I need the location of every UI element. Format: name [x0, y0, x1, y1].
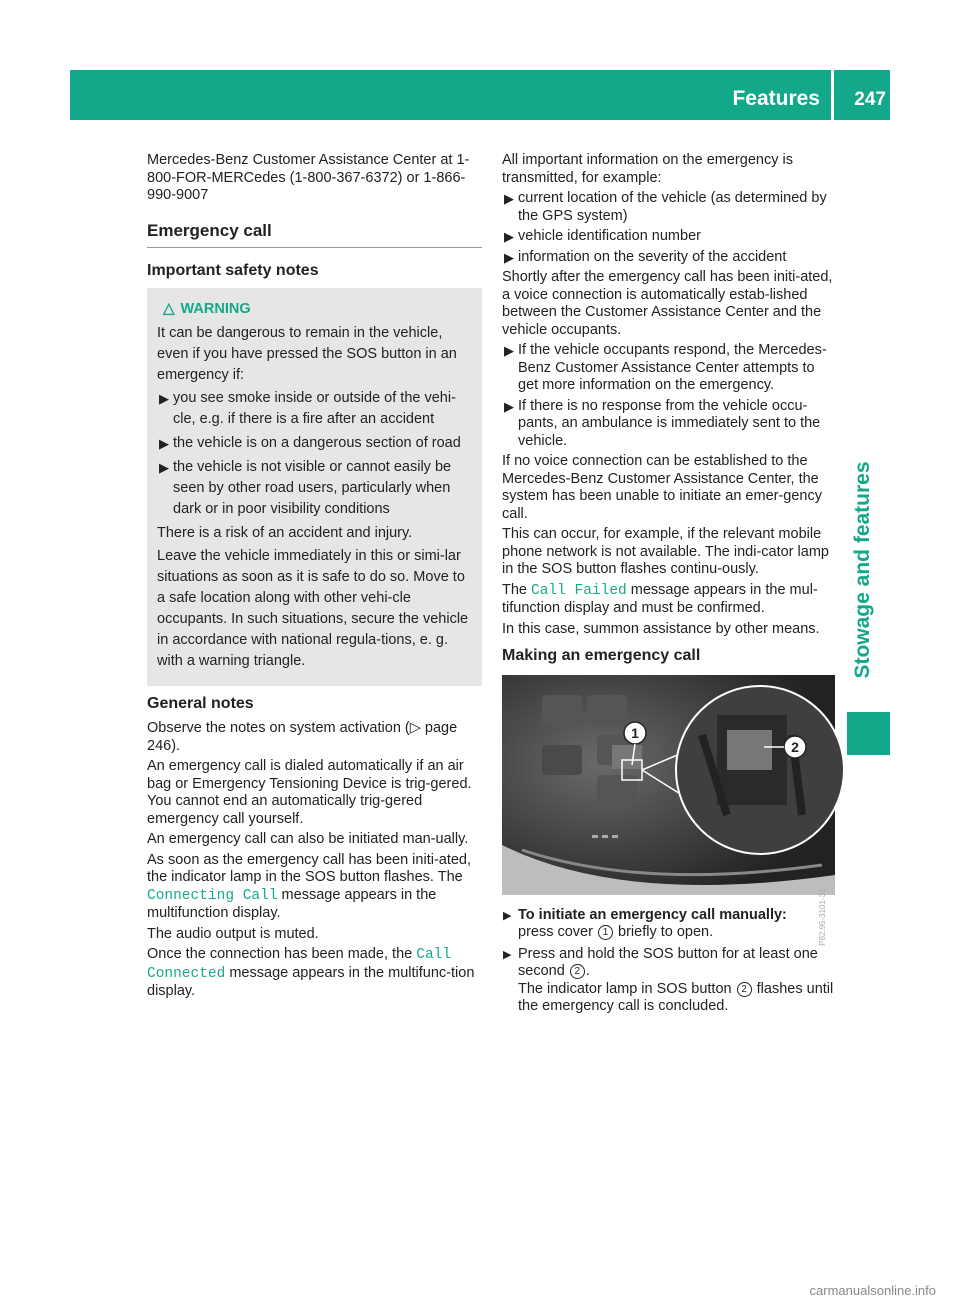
arrow-icon: ▶: [503, 909, 512, 922]
bullet-icon: ▶: [504, 343, 514, 358]
warning-advice: Leave the vehicle immediately in this or simi-lar situations as soon as it is safe to do so. Move to a safe location along with other vehi-cle occupants. In such situations, secure the vehicle in accordance with national regula-tions, e. g. with a warning triangle.: [157, 547, 469, 669]
watermark: carmanualsonline.info: [809, 1283, 936, 1298]
warning-risk: There is a risk of an accident and injury.: [157, 524, 413, 541]
instruction-step-1: ▶ To initiate an emergency call manually: press cover 1 briefly to open.: [503, 906, 787, 940]
bullet-icon: ▶: [504, 229, 514, 244]
warning-triangle-icon: △: [163, 299, 175, 317]
callout-1-ref: 1: [598, 925, 613, 940]
heading-general-notes: General notes: [147, 694, 254, 712]
instruction-step-2: ▶ Press and hold the SOS button for at least one second 2 . The indicator lamp in SOS button 2 flashes until the emergency call is concluded.: [503, 945, 834, 1014]
general-note-2: An emergency call is dialed automatically if an air bag or Emergency Tensioning Device is trig-gered. You cannot end an automatically trig-gered emergency call yourself.: [147, 758, 472, 827]
warning-title: △ WARNING: [163, 299, 251, 317]
display-message: Call Failed: [531, 582, 627, 599]
no-connection-text: If no voice connection can be established to the Mercedes-Benz Customer Assistance Center, the system has been unable to initiate an emer-gency call.: [502, 453, 822, 522]
network-text: This can occur, for example, if the relevant mobile phone network is not available. The indi-cator lamp in the SOS button flashes continu-ously.: [502, 526, 829, 577]
info-intro: All important information on the emergency is transmitted, for example:: [502, 152, 793, 186]
list-item: ▶ If the vehicle occupants respond, the Mercedes-Benz Customer Assistance Center attempts to get more information on the emergency.: [504, 342, 827, 393]
callout-2: 2: [791, 738, 799, 755]
bullet-icon: ▶: [504, 398, 514, 414]
side-tab-marker: [847, 712, 890, 755]
callout-2-ref: 2: [737, 982, 752, 997]
list-item: ▶ current location of the vehicle (as determined by the GPS system): [504, 190, 827, 224]
bullet-icon: ▶: [504, 191, 514, 206]
list-item: ▶ vehicle identification number: [504, 228, 701, 244]
general-note-4: As soon as the emergency call has been initi-ated, the indicator lamp in the SOS button flashes. The Connecting Call message appears in the multifunction display.: [147, 851, 472, 921]
other-means-text: In this case, summon assistance by other means.: [502, 620, 820, 637]
figure-reference: P82.95-3101-31: [817, 888, 827, 946]
general-note-1: Observe the notes on system activation (▷ page 246).: [147, 720, 458, 754]
section-title: Features: [732, 87, 820, 110]
step-title: To initiate an emergency call manually:: [518, 906, 787, 923]
bullet-icon: ▶: [159, 459, 169, 475]
heading-safety-notes: Important safety notes: [147, 262, 319, 279]
voice-connection-text: Shortly after the emergency call has been initi-ated, a voice connection is automatically estab-lished between the Customer Assistance Center and the vehicle occupants.: [502, 269, 833, 338]
page-number: 247: [854, 89, 886, 110]
info-list: [502, 190, 835, 266]
arrow-icon: ▶: [503, 948, 512, 961]
display-message: Call Connected: [147, 947, 452, 982]
general-note-3: An emergency call can also be initiated man-ually.: [147, 831, 469, 847]
overhead-panel-illustration: [502, 675, 835, 895]
heading-making-call: Making an emergency call: [502, 647, 701, 664]
bullet-icon: ▶: [504, 249, 514, 265]
heading-emergency-call: Emergency call: [147, 220, 272, 240]
heading-rule: [147, 247, 482, 248]
general-note-5: The audio output is muted.: [147, 925, 319, 942]
right-column: [502, 152, 835, 1020]
list-item: ▶ you see smoke inside or outside of the vehi-cle, e.g. if there is a fire after an accident: [159, 389, 456, 427]
callout-1: 1: [631, 724, 639, 741]
list-item: ▶ If there is no response from the vehicle occu-pants, an ambulance is immediately sent to the vehicle.: [504, 397, 821, 449]
bullet-icon: ▶: [159, 390, 169, 406]
callout-2-ref: 2: [570, 964, 585, 979]
list-item: ▶ the vehicle is on a dangerous section of road: [157, 433, 472, 454]
list-item: ▶ information on the severity of the accident: [504, 248, 787, 265]
bullet-icon: ▶: [159, 435, 169, 451]
side-tab-label: Stowage and features: [850, 461, 874, 679]
left-column: [147, 152, 482, 1004]
warning-box: [147, 288, 482, 686]
side-tab: [835, 440, 890, 700]
page-header: [70, 70, 890, 120]
general-note-6: Once the connection has been made, the Call Connected message appears in the multifunc-tion display.: [147, 946, 475, 999]
intro-text: Mercedes-Benz Customer Assistance Center at 1-800-FOR-MERCedes (1-800-367-6372) or 1-866-990-9007: [147, 152, 470, 203]
display-message: Connecting Call: [147, 887, 278, 904]
warning-list: [157, 388, 472, 520]
call-failed-text: The Call Failed message appears in the mul-tifunction display and must be confirmed.: [502, 581, 818, 616]
list-item: ▶ the vehicle is not visible or cannot easily be seen by other road users, particularly when dark or in poor visibility conditions: [159, 458, 452, 517]
header-divider: [831, 70, 834, 120]
warning-intro: It can be dangerous to remain in the vehicle, even if you have pressed the SOS button in an emergency if:: [157, 324, 457, 383]
response-list: [502, 342, 835, 450]
